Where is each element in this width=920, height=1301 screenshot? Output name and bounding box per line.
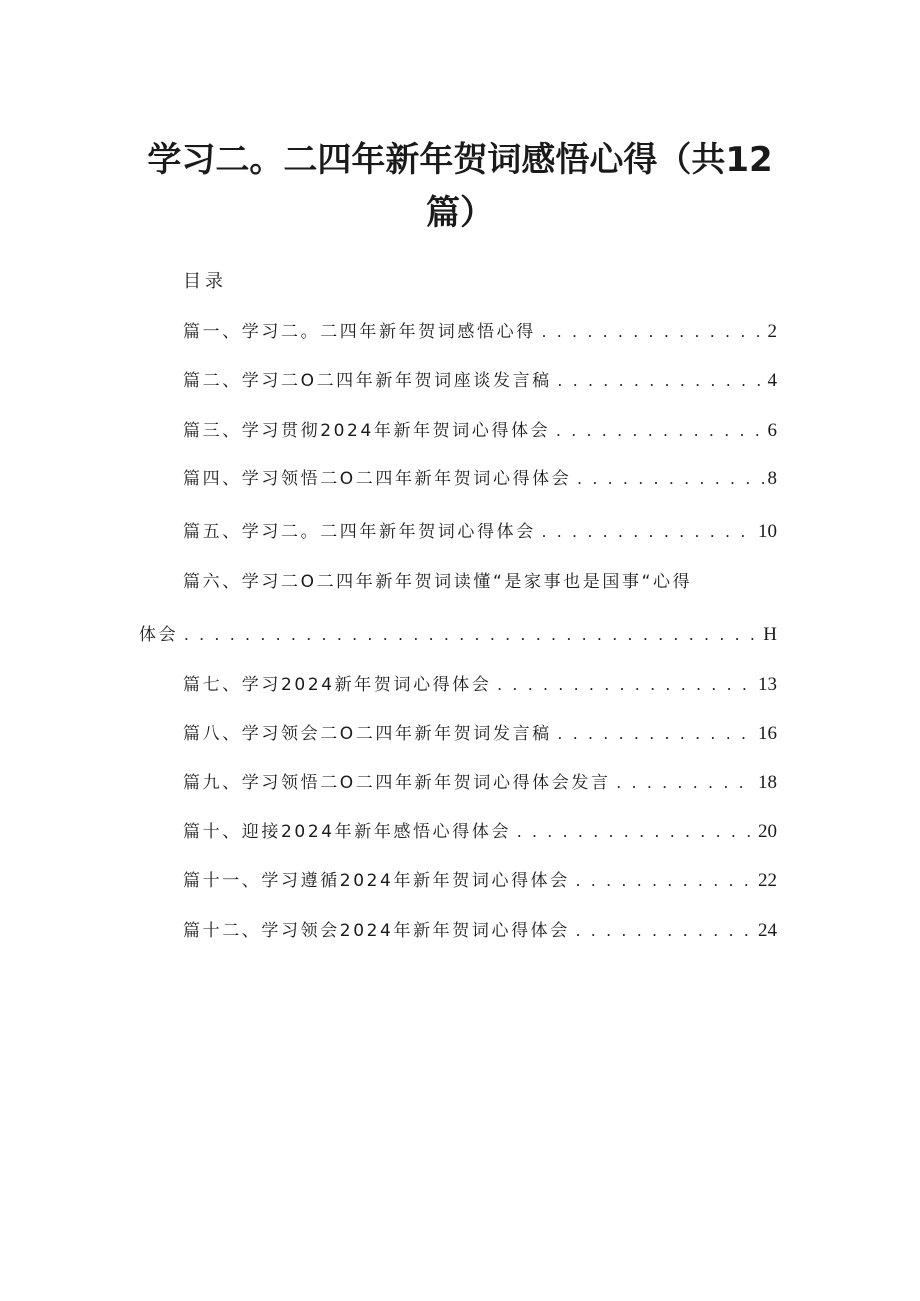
toc-entry-title: 篇九、学习领悟二O二四年新年贺词心得体会发言 xyxy=(183,773,611,793)
toc-entry-11[interactable] xyxy=(183,867,777,895)
toc-page-number: 20 xyxy=(758,821,777,842)
toc-entry-title: 体会 xyxy=(139,625,179,645)
toc-leader-dots xyxy=(184,621,759,649)
document-title-line-2: 篇） xyxy=(426,193,494,233)
toc-entry-1[interactable] xyxy=(183,318,777,346)
toc-entry-title: 篇十一、学习遵循2024年新年贺词心得体会 xyxy=(183,871,570,891)
toc-entry-title: 篇十、迎接2024年新年感悟心得体会 xyxy=(183,822,512,842)
toc-entry-6-line-2[interactable] xyxy=(139,621,777,649)
document-title-line-1: 学习二。二四年新年贺词感悟心得（共12 xyxy=(147,140,773,180)
toc-page-number: 18 xyxy=(758,772,777,793)
toc-leader-dots xyxy=(497,671,754,699)
toc-entry-title: 篇十二、学习领会2024年新年贺词心得体会 xyxy=(183,921,570,941)
toc-entry-7[interactable] xyxy=(183,671,777,699)
toc-leader-dots xyxy=(517,818,754,846)
toc-entry-8[interactable] xyxy=(183,720,777,748)
toc-page-number: 22 xyxy=(758,870,777,891)
toc-page-number: 10 xyxy=(758,521,777,542)
toc-entry-title: 篇八、学习领会二O二四年新年贺词发言稿 xyxy=(183,724,552,744)
toc-entry-2[interactable] xyxy=(183,367,777,395)
toc-entry-6-line-1[interactable]: 篇六、学习二O二四年新年贺词读懂“是家事也是国事“心得 xyxy=(183,572,693,592)
toc-entry-12[interactable] xyxy=(183,917,777,945)
toc-entry-5[interactable] xyxy=(183,518,777,546)
toc-leader-dots xyxy=(558,367,764,395)
toc-leader-dots xyxy=(577,465,763,493)
toc-page-number: 6 xyxy=(767,420,777,441)
toc-page-number: 4 xyxy=(767,370,777,391)
toc-entry-4[interactable] xyxy=(183,465,777,493)
toc-heading: 目录 xyxy=(183,271,227,292)
toc-page-number: H xyxy=(763,624,777,645)
toc-entry-title: 篇五、学习二。二四年新年贺词心得体会 xyxy=(183,522,536,542)
toc-page-number: 2 xyxy=(767,321,777,342)
toc-leader-dots xyxy=(542,518,754,546)
toc-page-number: 24 xyxy=(758,920,777,941)
toc-leader-dots xyxy=(576,867,754,895)
toc-page-number: 8 xyxy=(767,468,777,489)
toc-leader-dots xyxy=(617,769,754,797)
toc-entry-3[interactable] xyxy=(183,417,777,445)
toc-entry-title: 篇二、学习二O二四年新年贺词座谈发言稿 xyxy=(183,371,552,391)
toc-leader-dots xyxy=(576,917,754,945)
toc-leader-dots xyxy=(558,720,754,748)
toc-entry-title: 篇四、学习领悟二O二四年新年贺词心得体会 xyxy=(183,469,572,489)
toc-entry-title: 篇一、学习二。二四年新年贺词感悟心得 xyxy=(183,322,536,342)
toc-page-number: 16 xyxy=(758,723,777,744)
toc-leader-dots xyxy=(542,318,764,346)
toc-entry-9[interactable] xyxy=(183,769,777,797)
toc-entry-title: 篇七、学习2024新年贺词心得体会 xyxy=(183,675,492,695)
toc-entry-title: 篇三、学习贯彻2024年新年贺词心得体会 xyxy=(183,421,551,441)
toc-entry-10[interactable] xyxy=(183,818,777,846)
toc-page-number: 13 xyxy=(758,674,777,695)
toc-leader-dots xyxy=(556,417,763,445)
